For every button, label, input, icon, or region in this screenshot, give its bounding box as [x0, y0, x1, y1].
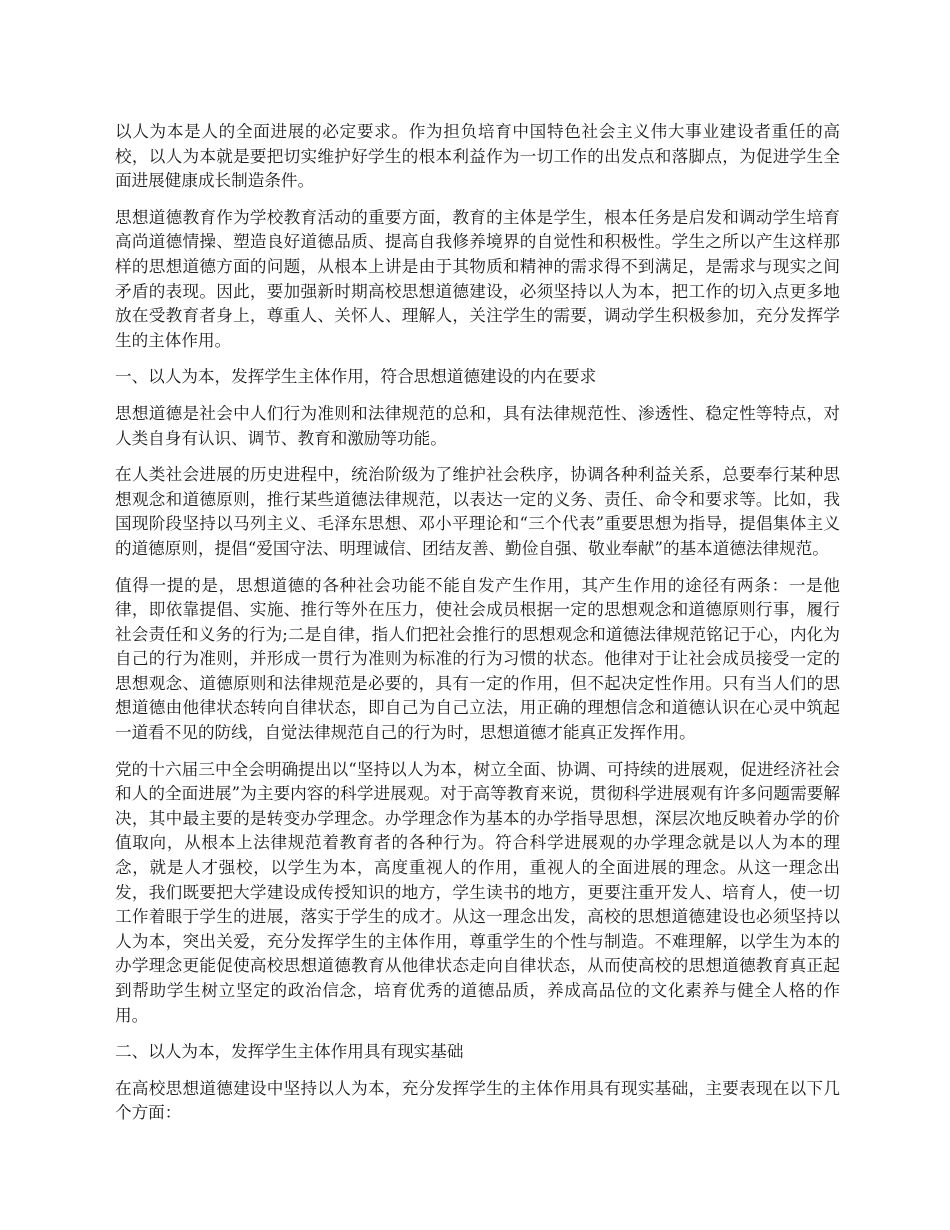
paragraph-education-subject: 思想道德教育作为学校教育活动的重要方面，教育的主体是学生，根本任务是启发和调动学生培育高尚道德情操、塑造良好道德品质、提高自我修养境界的自觉性和积极性。学生之所以产生这样那样的思想道德方面的问题，从根本上讲是由于其物质和精神的需求得不到满足，是需求与现实之间矛盾的表现。因此，要加强新时期高校思想道德建设，必须坚持以人为本，把工作的切入点更多地放在受教育者身上，尊重人、关怀人、理解人，关注学生的需要，调动学生积极参加，充分发挥学生的主体作用。 — [115, 207, 840, 350]
paragraph-realistic-basis: 在高校思想道德建设中坚持以人为本，充分发挥学生的主体作用具有现实基础，主要表现在以下几个方面： — [115, 1078, 840, 1123]
paragraph-historical-process: 在人类社会进展的历史进程中，统治阶级为了维护社会秩序，协调各种利益关系，总要奉行某种思想观念和道德原则，推行某些道德法律规范，以表达一定的义务、责任、命令和要求等。比如，我国现阶段坚持以马列主义、毛泽东思想、邓小平理论和“三个代表”重要思想为指导，提倡集体主义的道德原则，提倡“爱国守法、明理诚信、团结友善、勤俭自强、敬业奉献”的基本道德法律规范。 — [115, 465, 840, 558]
section-heading-1: 一、以人为本，发挥学生主体作用，符合思想道德建设的内在要求 — [115, 367, 597, 387]
section-heading-2: 二、以人为本，发挥学生主体作用具有现实基础 — [115, 1042, 464, 1062]
paragraph-scientific-development: 党的十六届三中全会明确提出以“坚持以人为本，树立全面、协调、可持续的进展观，促进经济社会和人的全面进展”为主要内容的科学进展观。对于高等教育来说，贯彻科学进展观有许多问题需要解决，其中最主要的是转变办学理念。办学理念作为基本的办学指导思想，深层次地反映着办学的价值取向，从根本上法律规范着教育者的各种行为。符合科学进展观的办学理念就是以人为本的理念，就是人才强校，以学生为本，高度重视人的作用，重视人的全面进展的理念。从这一理念出发，我们既要把大学建设成传授知识的地方，学生读书的地方，更要注重开发人、培育人，使一切工作着眼于学生的进展，落实于学生的成才。从这一理念出发，高校的思想道德建设也必须坚持以人为本，突出关爱，充分发挥学生的主体作用，尊重学生的个性与制造。不难理解，以学生为本的办学理念更能促使高校思想道德教育从他律状态走向自律状态，从而使高校的思想道德教育真正起到帮助学生树立坚定的政治信念，培育优秀的道德品质，养成高品位的文化素养与健全人格的作用。 — [115, 759, 840, 1025]
document-body — [115, 120, 840, 1138]
paragraph-intro: 以人为本是人的全面进展的必定要求。作为担负培育中国特色社会主义伟大事业建设者重任的高校，以人为本就是要把切实维护好学生的根本利益作为一切工作的出发点和落脚点，为促进学生全面进展健康成长制造条件。 — [115, 122, 840, 191]
paragraph-moral-definition: 思想道德是社会中人们行为准则和法律规范的总和，具有法律规范性、渗透性、稳定性等特点，对人类自身有认识、调节、教育和激励等功能。 — [115, 403, 840, 448]
paragraph-heteronomy-autonomy: 值得一提的是，思想道德的各种社会功能不能自发产生作用，其产生作用的途径有两条：一是他律，即依靠提倡、实施、推行等外在压力，使社会成员根据一定的思想观念和道德原则行事，履行社会责任和义务的行为;二是自律，指人们把社会推行的思想观念和道德法律规范铭记于心，内化为自己的行为准则，并形成一贯行为准则为标准的行为习惯的状态。他律对于让社会成员接受一定的思想观念、道德原则和法律规范是必要的，具有一定的作用，但不起决定性作用。只有当人们的思想道德由他律状态转向自律状态，即自己为自己立法，用正确的理想信念和道德认识在心灵中筑起一道看不见的防线，自觉法律规范自己的行为时，思想道德才能真正发挥作用。 — [115, 575, 840, 743]
